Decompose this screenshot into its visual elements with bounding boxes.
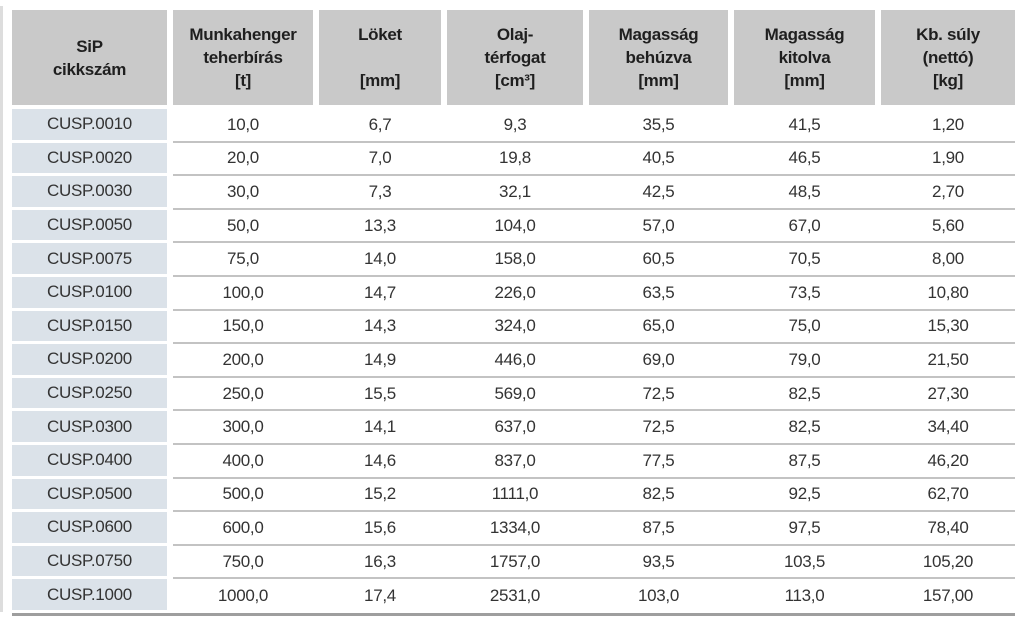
cell-height_retracted: 42,5	[642, 181, 675, 201]
cell-oil_volume: 324,0	[494, 316, 536, 336]
table-bottom-border	[12, 613, 1015, 616]
cell-weight_net: 27,30	[927, 383, 969, 403]
row-values	[173, 311, 1015, 345]
table-row	[12, 344, 1015, 378]
column-header-line: [mm]	[638, 71, 679, 90]
cell-oil_volume: 158,0	[494, 249, 536, 269]
cell-stroke: 15,2	[364, 484, 396, 504]
cell-height_extended: 82,5	[788, 417, 821, 437]
cell-sku: CUSP.0075	[12, 243, 167, 274]
cell-stroke: 13,3	[364, 215, 396, 235]
cell-sku: CUSP.0750	[12, 546, 167, 577]
cell-stroke: 7,0	[368, 148, 392, 168]
cell-height_retracted: 60,5	[642, 249, 675, 269]
cell-height_extended: 48,5	[788, 181, 821, 201]
cell-stroke: 14,6	[364, 450, 396, 470]
cell-height_extended: 67,0	[788, 215, 821, 235]
cell-weight_net: 21,50	[927, 349, 969, 369]
column-header-line: [cm³]	[494, 71, 536, 90]
table-row	[12, 109, 1015, 143]
column-header-line: kitolva	[778, 48, 831, 67]
table-row	[12, 143, 1015, 177]
cell-capacity: 75,0	[227, 249, 259, 269]
column-header-oil_volume	[447, 10, 583, 105]
cell-oil_volume: 637,0	[494, 417, 536, 437]
column-header-line: [kg]	[933, 71, 963, 90]
column-header-line: behúzva	[625, 48, 692, 67]
column-header-line: [mm]	[359, 71, 401, 90]
cell-stroke: 14,1	[364, 417, 396, 437]
table-row	[12, 210, 1015, 244]
cell-capacity: 250,0	[222, 383, 264, 403]
row-values	[173, 143, 1015, 177]
cell-sku: CUSP.0030	[12, 176, 167, 207]
cell-stroke: 6,7	[368, 114, 392, 134]
cell-oil_volume: 446,0	[494, 349, 536, 369]
cell-capacity: 10,0	[227, 114, 259, 134]
table-row	[12, 512, 1015, 546]
cell-weight_net: 1,20	[932, 114, 964, 134]
cell-height_retracted: 40,5	[642, 148, 675, 168]
cell-capacity: 500,0	[222, 484, 264, 504]
row-values	[173, 176, 1015, 210]
cell-weight_net: 2,70	[932, 181, 964, 201]
column-header-sku	[12, 10, 167, 105]
cell-sku: CUSP.0500	[12, 479, 167, 510]
column-header-line: [mm]	[784, 71, 825, 90]
cell-weight_net: 62,70	[927, 484, 969, 504]
column-header-line: Munkahenger	[189, 25, 297, 44]
row-values	[173, 445, 1015, 479]
cell-height_retracted: 103,0	[637, 586, 680, 606]
row-values	[173, 411, 1015, 445]
row-values	[173, 546, 1015, 580]
cell-weight_net: 34,40	[927, 417, 969, 437]
cell-stroke: 14,3	[364, 316, 396, 336]
column-header-line: Kb. súly	[916, 25, 980, 44]
cell-weight_net: 10,80	[927, 282, 969, 302]
cell-oil_volume: 1334,0	[489, 517, 541, 537]
cell-sku: CUSP.0300	[12, 411, 167, 442]
cell-height_extended: 97,5	[788, 517, 821, 537]
cell-oil_volume: 2531,0	[489, 586, 541, 606]
row-values	[173, 579, 1015, 613]
cell-height_retracted: 35,5	[642, 114, 675, 134]
column-header-weight_net	[881, 10, 1015, 105]
cell-capacity: 1000,0	[217, 586, 269, 606]
cell-stroke: 17,4	[364, 586, 396, 606]
cell-height_retracted: 57,0	[642, 215, 675, 235]
row-values	[173, 378, 1015, 412]
cell-weight_net: 15,30	[927, 316, 969, 336]
cell-weight_net: 5,60	[932, 215, 964, 235]
cell-weight_net: 105,20	[922, 551, 974, 571]
cell-capacity: 600,0	[222, 517, 264, 537]
cell-oil_volume: 1111,0	[491, 484, 539, 504]
cell-height_retracted: 77,5	[642, 450, 675, 470]
cell-height_extended: 79,0	[788, 349, 821, 369]
row-values	[173, 210, 1015, 244]
cell-stroke: 14,7	[364, 282, 396, 302]
cell-sku: CUSP.0200	[12, 344, 167, 375]
table-row	[12, 378, 1015, 412]
cell-capacity: 20,0	[227, 148, 259, 168]
cell-sku: CUSP.0010	[12, 109, 167, 140]
cell-capacity: 200,0	[222, 349, 264, 369]
cell-stroke: 14,9	[364, 349, 396, 369]
row-values	[173, 243, 1015, 277]
row-values	[173, 277, 1015, 311]
cell-height_retracted: 87,5	[642, 517, 675, 537]
table-row	[12, 311, 1015, 345]
column-header-stroke	[319, 10, 441, 105]
column-header-line: Olaj-	[496, 25, 534, 44]
cell-weight_net: 8,00	[932, 249, 964, 269]
cell-weight_net: 157,00	[922, 586, 974, 606]
cell-sku: CUSP.0150	[12, 311, 167, 342]
column-header-line: Magasság	[764, 25, 845, 44]
table-row	[12, 411, 1015, 445]
row-values	[173, 344, 1015, 378]
column-header-line: SiP	[76, 36, 103, 56]
spec-table	[12, 10, 1015, 616]
cell-sku: CUSP.1000	[12, 579, 167, 610]
cell-stroke: 7,3	[368, 181, 392, 201]
cell-capacity: 400,0	[222, 450, 264, 470]
cell-height_retracted: 63,5	[642, 282, 675, 302]
cell-height_extended: 103,5	[783, 551, 826, 571]
cell-height_retracted: 82,5	[642, 484, 675, 504]
table-header-row	[12, 10, 1015, 105]
cell-oil_volume: 1757,0	[489, 551, 541, 571]
cell-height_extended: 41,5	[788, 114, 821, 134]
table-row	[12, 176, 1015, 210]
cell-weight_net: 46,20	[927, 450, 969, 470]
cell-oil_volume: 32,1	[499, 181, 531, 201]
column-header-height_retracted	[589, 10, 728, 105]
cell-oil_volume: 837,0	[494, 450, 536, 470]
cell-weight_net: 1,90	[932, 148, 964, 168]
column-header-line: térfogat	[484, 48, 546, 67]
cell-oil_volume: 19,8	[499, 148, 531, 168]
cell-capacity: 100,0	[222, 282, 264, 302]
cell-sku: CUSP.0100	[12, 277, 167, 308]
cell-sku: CUSP.0600	[12, 512, 167, 543]
column-header-line: Magasság	[618, 25, 699, 44]
cell-stroke: 15,6	[364, 517, 396, 537]
cell-oil_volume: 104,0	[494, 215, 536, 235]
cell-sku: CUSP.0250	[12, 378, 167, 409]
table-row	[12, 479, 1015, 513]
cell-height_retracted: 72,5	[642, 383, 675, 403]
scan-edge-artifact	[0, 6, 3, 612]
column-header-line: cikkszám	[52, 59, 127, 79]
cell-height_extended: 82,5	[788, 383, 821, 403]
cell-sku: CUSP.0020	[12, 143, 167, 174]
column-header-line: [t]	[234, 71, 252, 90]
cell-capacity: 300,0	[222, 417, 264, 437]
table-row	[12, 277, 1015, 311]
cell-stroke: 16,3	[364, 551, 396, 571]
table-row	[12, 579, 1015, 613]
cell-sku: CUSP.0400	[12, 445, 167, 476]
cell-height_extended: 70,5	[788, 249, 821, 269]
row-values	[173, 109, 1015, 143]
cell-height_extended: 92,5	[788, 484, 821, 504]
cell-capacity: 150,0	[222, 316, 264, 336]
cell-height_retracted: 93,5	[642, 551, 675, 571]
cell-height_retracted: 72,5	[642, 417, 675, 437]
column-header-line: Löket	[358, 25, 402, 44]
cell-stroke: 14,0	[364, 249, 396, 269]
cell-sku: CUSP.0050	[12, 210, 167, 241]
cell-oil_volume: 226,0	[494, 282, 536, 302]
cell-height_extended: 73,5	[788, 282, 821, 302]
column-header-capacity	[173, 10, 313, 105]
table-row	[12, 445, 1015, 479]
row-values	[173, 479, 1015, 513]
cell-height_extended: 113,0	[784, 586, 825, 606]
table-body	[12, 109, 1015, 613]
column-header-height_extended	[734, 10, 875, 105]
row-values	[173, 512, 1015, 546]
cell-height_extended: 46,5	[788, 148, 821, 168]
cell-capacity: 750,0	[222, 551, 264, 571]
column-header-line: teherbírás	[203, 48, 283, 67]
cell-oil_volume: 9,3	[503, 114, 527, 134]
table-row	[12, 243, 1015, 277]
cell-stroke: 15,5	[364, 383, 396, 403]
cell-weight_net: 78,40	[927, 517, 969, 537]
cell-height_retracted: 69,0	[642, 349, 675, 369]
cell-capacity: 30,0	[227, 181, 259, 201]
cell-oil_volume: 569,0	[494, 383, 536, 403]
table-row	[12, 546, 1015, 580]
cell-capacity: 50,0	[227, 215, 259, 235]
cell-height_extended: 75,0	[788, 316, 821, 336]
cell-height_extended: 87,5	[788, 450, 821, 470]
cell-height_retracted: 65,0	[642, 316, 675, 336]
column-header-line: (nettó)	[922, 48, 974, 67]
